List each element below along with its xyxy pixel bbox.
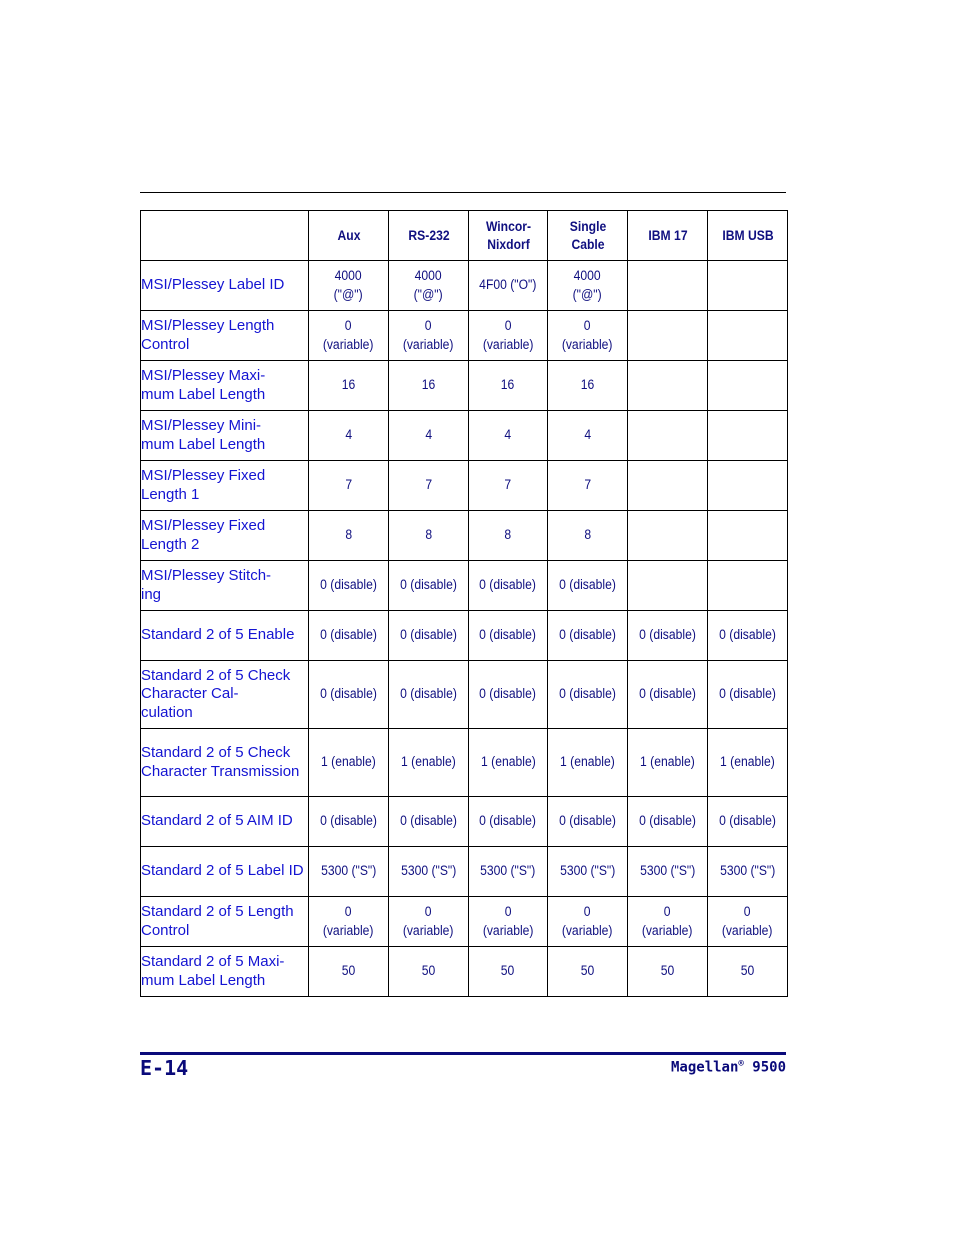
value-cell bbox=[628, 561, 708, 611]
header-cell-ibm-usb: IBM USB bbox=[712, 211, 784, 261]
value-text: 0 (variable) bbox=[562, 318, 613, 352]
table-row bbox=[141, 729, 788, 797]
parameter-name: MSI/Plessey Stitch- ing bbox=[141, 561, 309, 611]
value-cell bbox=[389, 611, 469, 661]
value-text: 5300 ("S") bbox=[320, 863, 377, 879]
value-cell bbox=[309, 729, 389, 797]
value-cell bbox=[469, 897, 548, 947]
value-text: 8 bbox=[504, 527, 512, 543]
product-model: 9500 bbox=[752, 1059, 786, 1076]
table-row bbox=[141, 661, 788, 729]
value-text: 1 (enable) bbox=[401, 754, 456, 770]
value-cell bbox=[628, 411, 708, 461]
value-cell bbox=[389, 729, 469, 797]
value-text: 4 bbox=[584, 427, 591, 443]
value-cell bbox=[708, 311, 788, 361]
value-text: 50 bbox=[501, 963, 515, 979]
parameter-name: Standard 2 of 5 Check Character Cal- culation bbox=[141, 661, 309, 729]
value-text: 0 (variable) bbox=[403, 904, 454, 938]
parameter-name: Standard 2 of 5 Check Character Transmission bbox=[141, 729, 309, 797]
value-text: 8 bbox=[584, 527, 591, 543]
value-text: 50 bbox=[341, 963, 356, 979]
value-cell bbox=[548, 361, 628, 411]
header-cell-parameter bbox=[149, 211, 300, 261]
value-cell bbox=[708, 797, 788, 847]
value-text: 16 bbox=[421, 377, 436, 393]
value-text: 0 (disable) bbox=[400, 686, 457, 702]
header-cell-wincor-nixdorf: Wincor- Nixdorf bbox=[472, 211, 543, 261]
value-cell bbox=[708, 729, 788, 797]
value-text: 4000 ("@") bbox=[572, 268, 603, 302]
value-text: 0 (variable) bbox=[323, 318, 374, 352]
product-name bbox=[671, 1059, 786, 1076]
table-row bbox=[141, 361, 788, 411]
parameter-name: Standard 2 of 5 Enable bbox=[141, 611, 309, 661]
value-cell bbox=[309, 361, 389, 411]
value-cell bbox=[389, 511, 469, 561]
value-text: 0 (disable) bbox=[719, 686, 776, 702]
value-text: 0 (disable) bbox=[639, 813, 696, 829]
value-text: 0 (variable) bbox=[323, 904, 374, 938]
value-text: 0 (disable) bbox=[719, 627, 776, 643]
value-cell bbox=[389, 361, 469, 411]
value-cell bbox=[389, 847, 469, 897]
value-text: 0 (disable) bbox=[639, 627, 696, 643]
value-cell bbox=[548, 797, 628, 847]
value-text: 0 (variable) bbox=[562, 904, 613, 938]
value-cell bbox=[548, 897, 628, 947]
value-cell bbox=[628, 947, 708, 997]
value-cell bbox=[708, 947, 788, 997]
value-cell bbox=[628, 897, 708, 947]
value-cell bbox=[469, 797, 548, 847]
value-cell bbox=[309, 611, 389, 661]
value-cell bbox=[389, 947, 469, 997]
value-cell bbox=[389, 561, 469, 611]
value-text: 4 bbox=[425, 427, 432, 443]
value-text: 5300 ("S") bbox=[480, 863, 536, 879]
value-text: 1 (enable) bbox=[560, 754, 615, 770]
value-cell bbox=[548, 561, 628, 611]
value-text: 0 (disable) bbox=[559, 577, 616, 593]
header-cell-aux: Aux bbox=[313, 211, 385, 261]
value-cell bbox=[548, 847, 628, 897]
value-text: 16 bbox=[341, 377, 356, 393]
value-text: 50 bbox=[660, 963, 675, 979]
value-text: 0 (disable) bbox=[479, 813, 537, 829]
parameter-name: MSI/Plessey Fixed Length 1 bbox=[141, 461, 309, 511]
value-text: 7 bbox=[425, 477, 432, 493]
value-text: 16 bbox=[580, 377, 595, 393]
value-text: 7 bbox=[584, 477, 591, 493]
table-row bbox=[141, 511, 788, 561]
value-text: 0 (variable) bbox=[482, 318, 534, 352]
value-cell bbox=[628, 361, 708, 411]
value-text: 4F00 ("O") bbox=[479, 277, 537, 293]
value-text: 0 (disable) bbox=[559, 686, 616, 702]
value-cell bbox=[389, 411, 469, 461]
value-text: 4000 ("@") bbox=[413, 268, 444, 302]
value-cell bbox=[628, 511, 708, 561]
value-text: 0 (disable) bbox=[559, 813, 616, 829]
value-cell bbox=[548, 947, 628, 997]
value-text: 0 (disable) bbox=[320, 813, 377, 829]
value-cell bbox=[309, 461, 389, 511]
header-cell-single-cable: Single Cable bbox=[552, 211, 624, 261]
value-cell bbox=[469, 611, 548, 661]
value-text: 0 (disable) bbox=[479, 627, 537, 643]
value-text: 50 bbox=[740, 963, 755, 979]
value-cell bbox=[708, 261, 788, 311]
parameter-name: MSI/Plessey Label ID bbox=[141, 261, 309, 311]
value-cell bbox=[469, 411, 548, 461]
table-row bbox=[141, 947, 788, 997]
value-cell bbox=[548, 411, 628, 461]
value-text: 4 bbox=[345, 427, 352, 443]
value-text: 0 (disable) bbox=[400, 627, 457, 643]
value-text: 1 (enable) bbox=[640, 754, 695, 770]
value-text: 1 (enable) bbox=[720, 754, 775, 770]
value-text: 8 bbox=[425, 527, 432, 543]
value-cell bbox=[628, 847, 708, 897]
value-text: 4000 ("@") bbox=[333, 268, 364, 302]
value-cell bbox=[389, 261, 469, 311]
value-text: 0 (variable) bbox=[482, 904, 534, 938]
parameter-table bbox=[140, 210, 788, 997]
parameter-name: MSI/Plessey Maxi- mum Label Length bbox=[141, 361, 309, 411]
parameter-name: MSI/Plessey Mini- mum Label Length bbox=[141, 411, 309, 461]
value-text: 0 (disable) bbox=[320, 686, 377, 702]
table-row bbox=[141, 411, 788, 461]
value-cell bbox=[628, 261, 708, 311]
value-text: 0 (disable) bbox=[479, 577, 537, 593]
footer-rule bbox=[140, 1052, 786, 1055]
value-text: 8 bbox=[345, 527, 352, 543]
value-cell bbox=[708, 661, 788, 729]
table-row bbox=[141, 311, 788, 361]
value-text: 4 bbox=[504, 427, 512, 443]
value-text: 0 (variable) bbox=[403, 318, 454, 352]
value-cell bbox=[628, 729, 708, 797]
parameter-name: Standard 2 of 5 Length Control bbox=[141, 897, 309, 947]
value-cell bbox=[469, 729, 548, 797]
value-cell bbox=[548, 261, 628, 311]
value-cell bbox=[708, 611, 788, 661]
table-row bbox=[141, 611, 788, 661]
value-text: 0 (disable) bbox=[400, 813, 457, 829]
value-cell bbox=[469, 847, 548, 897]
value-cell bbox=[548, 611, 628, 661]
table-row bbox=[141, 461, 788, 511]
product-name-text: Magellan bbox=[670, 1059, 739, 1076]
parameter-name: MSI/Plessey Length Control bbox=[141, 311, 309, 361]
value-cell bbox=[628, 311, 708, 361]
value-text: 50 bbox=[580, 963, 595, 979]
value-cell bbox=[708, 461, 788, 511]
value-cell bbox=[309, 847, 389, 897]
value-text: 0 (disable) bbox=[639, 686, 696, 702]
header-cell-ibm17: IBM 17 bbox=[632, 211, 704, 261]
value-cell bbox=[628, 461, 708, 511]
value-cell bbox=[309, 511, 389, 561]
table-row bbox=[141, 797, 788, 847]
value-text: 50 bbox=[421, 963, 436, 979]
value-cell bbox=[469, 511, 548, 561]
parameter-name: Standard 2 of 5 Label ID bbox=[141, 847, 309, 897]
value-cell bbox=[309, 797, 389, 847]
value-text: 0 (disable) bbox=[559, 627, 616, 643]
value-text: 0 (disable) bbox=[400, 577, 457, 593]
value-cell bbox=[389, 311, 469, 361]
value-text: 5300 ("S") bbox=[719, 863, 776, 879]
value-cell bbox=[309, 261, 389, 311]
value-cell bbox=[309, 897, 389, 947]
value-cell bbox=[548, 461, 628, 511]
value-cell bbox=[708, 847, 788, 897]
value-cell bbox=[708, 361, 788, 411]
header-cell-rs232: RS-232 bbox=[393, 211, 465, 261]
value-text: 1 (enable) bbox=[321, 754, 376, 770]
value-text: 7 bbox=[504, 477, 512, 493]
value-cell bbox=[628, 797, 708, 847]
table-row bbox=[141, 847, 788, 897]
value-text: 0 (variable) bbox=[722, 904, 773, 938]
value-text: 5300 ("S") bbox=[400, 863, 457, 879]
parameter-name: MSI/Plessey Fixed Length 2 bbox=[141, 511, 309, 561]
value-cell bbox=[309, 561, 389, 611]
parameter-name: Standard 2 of 5 AIM ID bbox=[141, 797, 309, 847]
value-cell bbox=[469, 947, 548, 997]
value-cell bbox=[469, 661, 548, 729]
value-cell bbox=[628, 611, 708, 661]
value-cell bbox=[309, 411, 389, 461]
value-cell bbox=[548, 661, 628, 729]
value-text: 1 (enable) bbox=[480, 754, 536, 770]
value-cell bbox=[469, 311, 548, 361]
value-text: 0 (disable) bbox=[719, 813, 776, 829]
value-cell bbox=[708, 897, 788, 947]
value-cell bbox=[628, 661, 708, 729]
table-header-row bbox=[141, 211, 788, 261]
value-cell bbox=[708, 561, 788, 611]
value-text: 5300 ("S") bbox=[559, 863, 616, 879]
value-text: 16 bbox=[501, 377, 515, 393]
value-cell bbox=[469, 361, 548, 411]
value-text: 0 (disable) bbox=[320, 577, 377, 593]
registered-mark: ® bbox=[738, 1059, 744, 1069]
value-text: 5300 ("S") bbox=[639, 863, 696, 879]
value-cell bbox=[309, 661, 389, 729]
value-text: 0 (variable) bbox=[642, 904, 693, 938]
value-cell bbox=[548, 311, 628, 361]
value-cell bbox=[708, 411, 788, 461]
table-row bbox=[141, 261, 788, 311]
value-cell bbox=[309, 947, 389, 997]
table-row bbox=[141, 897, 788, 947]
value-text: 7 bbox=[345, 477, 352, 493]
value-cell bbox=[389, 661, 469, 729]
value-cell bbox=[469, 561, 548, 611]
value-cell bbox=[469, 461, 548, 511]
parameter-name: Standard 2 of 5 Maxi- mum Label Length bbox=[141, 947, 309, 997]
value-cell bbox=[548, 511, 628, 561]
value-cell bbox=[469, 261, 548, 311]
value-text: 0 (disable) bbox=[320, 627, 377, 643]
value-cell bbox=[309, 311, 389, 361]
page-number: E-14 bbox=[140, 1056, 189, 1080]
value-cell bbox=[548, 729, 628, 797]
value-cell bbox=[389, 897, 469, 947]
value-cell bbox=[389, 461, 469, 511]
value-cell bbox=[708, 511, 788, 561]
table-row bbox=[141, 561, 788, 611]
value-cell bbox=[389, 797, 469, 847]
header-rule bbox=[140, 192, 786, 193]
value-text: 0 (disable) bbox=[479, 686, 537, 702]
